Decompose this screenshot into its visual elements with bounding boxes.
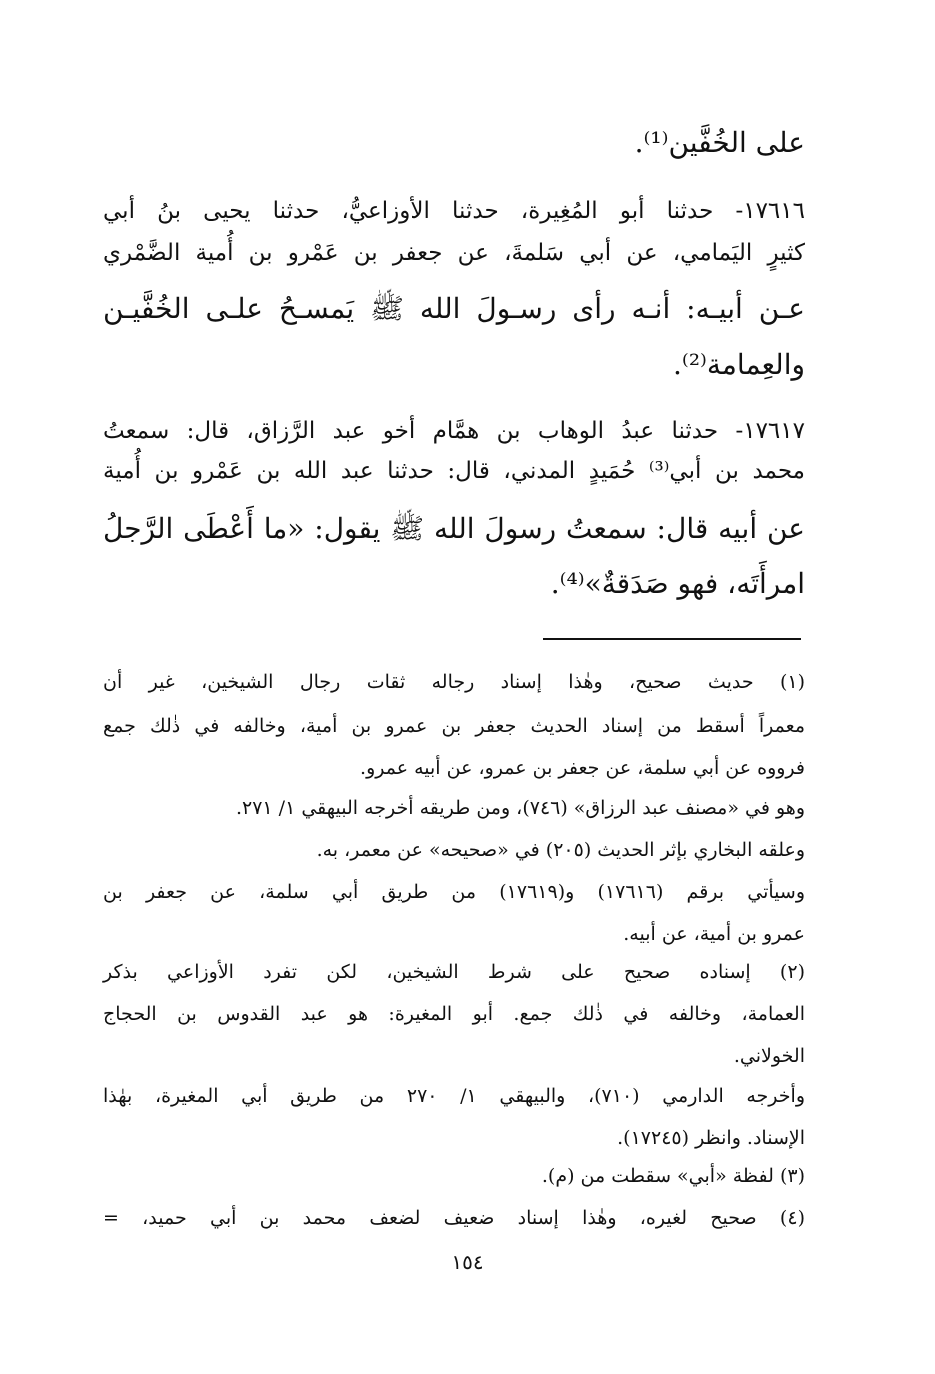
- footnote-1-line-6: وسيأتي برقم (١٧٦١٦) و(١٧٦١٩) من طريق أبي سلمة، عن جعفر بن: [103, 881, 805, 903]
- footnote-2-line-5: الإسناد. وانظر (١٧٢٤٥).: [617, 1127, 805, 1149]
- footnote-4-line-1: (٤) صحيح لغيره، وهٰذا إسناد ضعيف لضعف محمد بن أبي حميد، =: [103, 1207, 805, 1229]
- hadith-17617-matn-line-1: عن أبيه قال: سمعتُ رسولَ الله ﷺ يقول: «ما أَعْطَى الرَّجلُ: [103, 512, 805, 545]
- footnote-1-line-3: فرووه عن أبي سلمة، عن جعفر بن عمرو، عن أبيه عمرو.: [360, 757, 805, 779]
- hadith-17617-line-2: محمد بن أبي⁽³⁾ حُمَيدٍ المدني، قال: حدثنا عبد الله بن عَمْرو بن أُمية: [103, 458, 805, 484]
- hadith-17617-line-1: ١٧٦١٧- حدثنا عبدُ الوهاب بن همَّام أخو عبد الرَّزاق، قال: سمعتُ: [103, 418, 805, 444]
- hadith-17616-line-1: ١٧٦١٦- حدثنا أبو المُغِيرة، حدثنا الأوزاعيُّ، حدثنا يحيى بنُ أبي: [103, 198, 805, 224]
- footnote-1-line-5: وعلقه البخاري بإثر الحديث (٢٠٥) في «صحيحه» عن معمر، به.: [316, 839, 805, 861]
- footnote-separator: [543, 638, 801, 640]
- footnote-2-line-2: العمامة، وخالفه في ذٰلك جمع. أبو المغيرة: هو عبد القدوس بن الحجاج: [103, 1003, 805, 1025]
- footnote-1-line-7: عمرو بن أمية، عن أبيه.: [623, 923, 805, 945]
- hadith-17616-matn-line-2: والعِمامة⁽²⁾.: [673, 348, 805, 381]
- hadith-17616-matn-line-1: عـن أبيـه: أنـه رأى رسـولَ الله ﷺ يَمسـحُ علـى الخُفَّيـن: [103, 292, 805, 325]
- hadith-17616-line-2: كثيرٍ اليَمامي، عن أبي سَلمةَ، عن جعفر بن عَمْرو بن أُمية الضَّمْري: [103, 240, 805, 266]
- footnote-1-line-2: معمراً أسقط من إسناد الحديث جعفر بن عمرو بن أمية، وخالفه في ذٰلك جمع: [103, 715, 805, 737]
- footnote-3: (٣) لفظة «أبي» سقطت من (م).: [541, 1165, 805, 1187]
- footnote-2-line-4: وأخرجه الدارمي (٧١٠)، والبيهقي ١/ ٢٧٠ من طريق أبي المغيرة، بهٰذا: [103, 1085, 805, 1107]
- page-number: ١٥٤: [451, 1250, 484, 1274]
- hadith-17617-matn-line-2: امرأَتَه، فهو صَدَقةٌ»⁽⁴⁾.: [550, 567, 805, 600]
- footnote-1-line-1: (١) حديث صحيح، وهٰذا إسناد رجاله ثقات رجال الشيخين، غير أن: [103, 671, 805, 693]
- footnote-2-line-1: (٢) إسناده صحيح على شرط الشيخين، لكن تفرد الأوزاعي بذكر: [103, 961, 805, 983]
- main-text-line: على الخُفَّين⁽¹⁾.: [634, 126, 805, 159]
- footnote-1-line-4: وهو في «مصنف عبد الرزاق» (٧٤٦)، ومن طريقه أخرجه البيهقي ١/ ٢٧١.: [235, 797, 805, 819]
- footnote-2-line-3: الخولاني.: [733, 1045, 805, 1067]
